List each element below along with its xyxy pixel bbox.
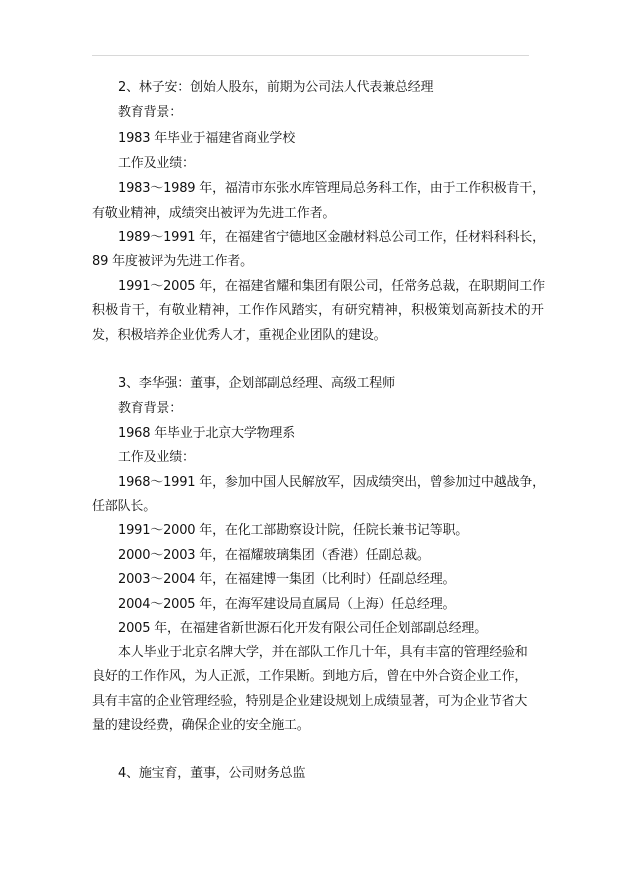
section-2-entry-1-line-2: 有敬业精神，成绩突出被评为先进工作者。 [92, 206, 336, 221]
section-3-work-label: 工作及业绩： [118, 450, 195, 465]
section-2-entry-3-line-2: 积极肯干，有敬业精神，工作作风踏实，有研究精神，积极策划高新技术的开 [92, 303, 545, 318]
section-2-entry-2-line-1: 1989～1991 年，在福建省宁德地区金融材料总公司工作，任材料科科长， [118, 230, 545, 245]
section-3-summary-line-4: 量的建设经费，确保企业的安全施工。 [92, 718, 310, 733]
section-2-entry-3-line-1: 1991～2005 年，在福建省耀和集团有限公司，任常务总裁，在职期间工作 [118, 279, 545, 294]
section-3-edu-label: 教育背景： [118, 401, 183, 416]
section-2-entry-1-line-1: 1983～1989 年，福清市东张水库管理局总务科工作，由于工作积极肯干， [118, 181, 545, 196]
section-2-entry-2-line-2: 89 年度被评为先进工作者。 [92, 254, 253, 269]
section-2-work-label: 工作及业绩： [118, 156, 195, 171]
section-3-entry-2: 1991～2000 年，在化工部勘察设计院，任院长兼书记等职。 [118, 523, 469, 538]
section-3-heading: 3、李华强：董事，企划部副总经理、高级工程师 [118, 376, 395, 391]
section-3-entry-5: 2004～2005 年，在海军建设局直属局（上海）任总经理。 [118, 597, 456, 612]
section-3-summary-line-3: 具有丰富的企业管理经验，特别是企业建设规划上成绩显著，可为企业节省大 [92, 694, 528, 709]
section-3-entry-1-line-1: 1968～1991 年，参加中国人民解放军，因成绩突出，曾参加过中越战争， [118, 475, 545, 490]
section-3-entry-3: 2000～2003 年，在福耀玻璃集团（香港）任副总裁。 [118, 548, 430, 563]
section-2-heading: 2、林子安：创始人股东，前期为公司法人代表兼总经理 [118, 80, 434, 95]
section-2-edu-label: 教育背景： [118, 105, 183, 120]
section-3-summary-line-2: 良好的工作作风，为人正派，工作果断。到地方后，曾在中外合资企业工作， [92, 669, 528, 684]
section-2-entry-3-line-3: 发，积极培养企业优秀人才，重视企业团队的建设。 [92, 328, 387, 343]
section-3-entry-6: 2005 年，在福建省新世源石化开发有限公司任企划部副总经理。 [118, 621, 488, 636]
section-4-heading: 4、施宝育，董事，公司财务总监 [118, 766, 306, 781]
section-3-entry-4: 2003～2004 年，在福建博一集团（比利时）任副总经理。 [118, 572, 456, 587]
section-3-summary-line-1: 本人毕业于北京名牌大学，并在部队工作几十年，具有丰富的管理经验和 [118, 645, 528, 660]
section-3-entry-1-line-2: 任部队长。 [92, 499, 157, 514]
section-2-edu: 1983 年毕业于福建省商业学校 [118, 131, 296, 146]
header-rule [92, 55, 529, 56]
section-3-edu: 1968 年毕业于北京大学物理系 [118, 426, 296, 441]
